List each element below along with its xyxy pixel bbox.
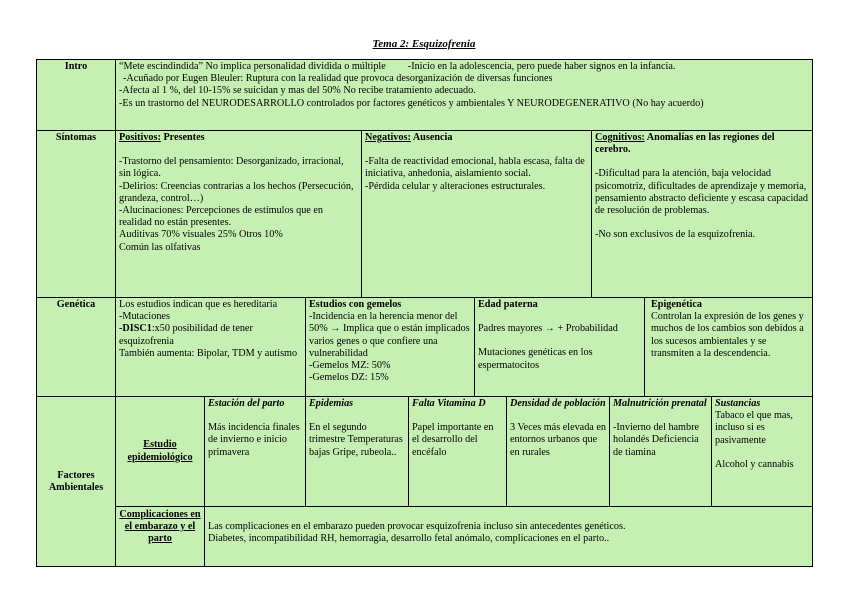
edad-line: Padres mayores → + Probabilidad — [478, 323, 618, 335]
intro-line-1-left: “Mete escindindida” No implica personalidad dividida o múltiple — [119, 61, 386, 72]
complicaciones-line: Diabetes, incompatibilidad RH, hemorragia, desarrollo fetal anómalo, complicaciones en el parto.. — [208, 533, 610, 545]
sintomas-positivos — [116, 131, 362, 298]
factor-heading: Densidad de población — [510, 398, 606, 409]
estudio-epidemiologico-label — [116, 397, 205, 507]
gemelos-line: -Incidencia en la herencia menor del 50% → Implica que o están implicados varios genes o que confiere una vulnerabilidad — [309, 311, 470, 359]
genetica-hereditaria — [116, 298, 306, 397]
factor-heading: Malnutrición prenatal — [613, 398, 707, 409]
positivos-line: -Trastorno del pensamiento: Desorganizado, irracional, sin lógica. — [119, 156, 344, 180]
sintomas-negativos — [362, 131, 592, 298]
genetica-line: También aumenta: Bipolar, TDM y autismo — [119, 347, 298, 359]
intro-line-1 — [119, 61, 810, 73]
gemelos-heading: Estudios con gemelos — [309, 299, 402, 310]
intro-line-3: -Afecta al 1 %, del 10-15% se suicidan y mas del 50% No recibe tratamiento adecuado. — [119, 85, 476, 97]
disc1-text: :x50 posibilidad de tener esquizofrenia — [119, 323, 253, 347]
positivos-heading — [119, 132, 358, 144]
cognitivos-line: -Dificultad para la atención, baja velocidad psicomotriz, dificultades de aprendizaje y memoria, pensamiento abstracto deficiente y escasa capacidad de resolución de problemas. — [595, 168, 808, 217]
factor-densidad — [507, 397, 610, 507]
cognitivos-heading-rest: Anomalías en las regiones del cerebro. — [595, 132, 775, 156]
genetica-line: Los estudios indican que es hereditaria — [119, 299, 278, 310]
ambientales-label — [37, 397, 116, 567]
document-title: Tema 2: Esquizofrenia — [372, 38, 476, 50]
positivos-line: Auditivas 70% visuales 25% Otros 10% — [119, 229, 283, 241]
factor-heading: Sustancias — [715, 398, 761, 409]
factor-heading: Epidemias — [309, 398, 354, 409]
factor-text: Papel importante en el desarrollo del encéfalo — [412, 422, 494, 458]
negativos-line: -Falta de reactividad emocional, habla escasa, falta de iniciativa, anhedonia, aislamiento social. — [365, 156, 585, 180]
sintomas-label: Síntomas — [37, 131, 116, 298]
gemelos-line: -Gemelos MZ: 50% — [309, 360, 391, 372]
factor-epidemias — [306, 397, 409, 507]
positivos-heading-underlined: Positivos: — [119, 132, 161, 143]
factor-text: Tabaco el que mas, incluso si es pasivamente — [715, 410, 793, 446]
negativos-heading-underlined: Negativos: — [365, 132, 411, 143]
edad-line: Mutaciones genéticas en los espermatocitos — [478, 347, 593, 371]
genetica-line: -Mutaciones — [119, 311, 170, 323]
factor-text: 3 Veces más elevada en entornos urbanos que en rurales — [510, 422, 606, 458]
complicaciones-label-text: Complicaciones en el embarazo y el parto — [119, 509, 201, 545]
intro-line-4: -Es un trastorno del NEURODESARROLLO controlados por factores genéticos y ambientales Y NEURODEGENERATIVO (No hay acuerdo) — [119, 97, 704, 109]
epigenetica-heading: Epigenética — [651, 299, 702, 310]
epigenetica-text: Controlan la expresión de los genes y muchos de los cambios son debidos a los sucesos ambientales y se transmiten a la descendencia. — [651, 311, 804, 359]
negativos-heading — [365, 132, 588, 144]
esquizofrenia-table — [36, 59, 813, 567]
intro-label: Intro — [37, 60, 116, 131]
complicaciones-content — [205, 507, 813, 567]
positivos-line: -Delirios: Creencias contrarias a los hechos (Persecución, grandeza, control…) — [119, 180, 354, 204]
cognitivos-heading-underlined: Cognitivos: — [595, 132, 645, 143]
positivos-heading-rest: Presentes — [160, 132, 205, 143]
sintomas-cognitivos — [592, 131, 813, 298]
negativos-line: -Pérdida celular y alteraciones estructurales. — [365, 180, 546, 192]
genetica-edad-paterna — [475, 298, 645, 397]
factor-malnutricion — [610, 397, 712, 507]
genetica-epigenetica — [645, 298, 813, 397]
estudio-epidemiologico-text: Estudio epidemiológico — [127, 439, 193, 463]
ambientales-label-l2: Ambientales — [48, 482, 104, 493]
factor-estacion — [205, 397, 306, 507]
factor-text-2: Alcohol y cannabis — [715, 458, 794, 470]
cognitivos-line: -No son exclusivos de la esquizofrenia. — [595, 229, 756, 241]
positivos-line: -Alucinaciones: Percepciones de estímulos que en realidad no están presentes. — [119, 205, 323, 229]
cognitivos-heading — [595, 132, 810, 156]
factor-text: -Invierno del hambre holandés Deficiencia de tiamina — [613, 422, 699, 458]
intro-line-2: -Acuñado por Eugen Bleuler: Ruptura con la realidad que provoca desorganización de diversas funciones — [123, 73, 553, 85]
ambientales-label-l1: Factores — [57, 469, 95, 481]
edad-heading: Edad paterna — [478, 299, 538, 310]
factor-text: En el segundo trimestre Temperaturas bajas Gripe, rubeola.. — [309, 422, 403, 458]
gemelos-line: -Gemelos DZ: 15% — [309, 372, 389, 384]
factor-sustancias — [712, 397, 813, 507]
factor-text: Más incidencia finales de invierno e inicio primavera — [208, 422, 300, 458]
factor-vitamina-d — [409, 397, 507, 507]
complicaciones-line: Las complicaciones en el embarazo pueden provocar esquizofrenia incluso sin antecedentes genéticos. — [208, 521, 626, 532]
disc1-term: -DISC1 — [119, 323, 152, 335]
genetica-label: Genética — [37, 298, 116, 397]
negativos-heading-rest: Ausencia — [410, 132, 453, 143]
factor-heading: Falta Vitamina D — [412, 398, 486, 409]
genetica-disc1 — [119, 323, 302, 347]
intro-line-1-right: -Inicio en la adolescencia, pero puede haber signos en la infancia. — [407, 61, 676, 72]
positivos-line: Común las olfativas — [119, 241, 201, 253]
complicaciones-label — [116, 507, 205, 567]
intro-content — [116, 60, 813, 131]
genetica-gemelos — [306, 298, 475, 397]
factor-heading: Estación del parto — [208, 398, 285, 409]
